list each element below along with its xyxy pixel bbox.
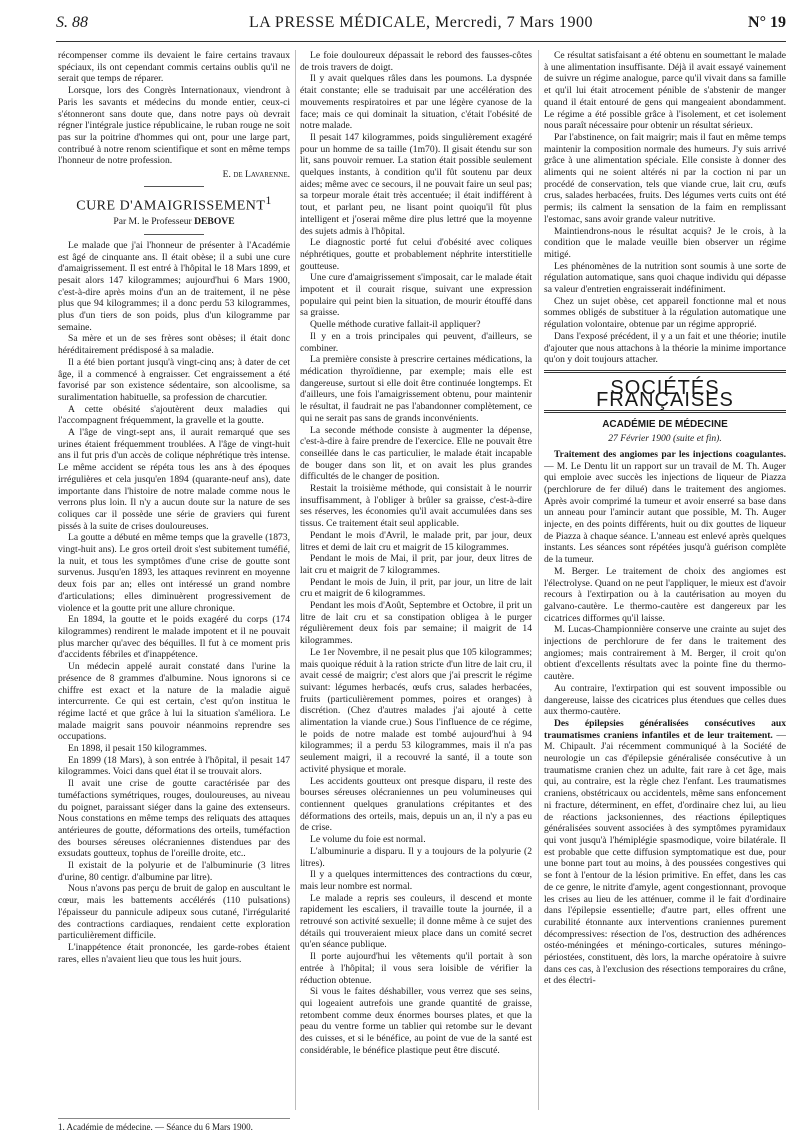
report-paragraph: M. Lucas-Championnière conserve une crainte au sujet des injections de perchlorure de fer dans le traitement des angiomes; mais contrairement à M. Berger, il croit qu'on obtient d'excellents résultats avec la pointe fine du thermo-cautère.	[544, 624, 786, 683]
paragraph: Dans l'exposé précédent, il y a un fait et une théorie; inutile d'ajouter que nous attachons à la théorie la minime importance qu'on y doit toujours attacher.	[544, 330, 786, 366]
footnote: 1. Académie de médecine. — Séance du 6 Mars 1900.	[58, 1118, 290, 1132]
author-name: DEBOVE	[194, 216, 235, 228]
page-number: S. 88	[56, 14, 88, 31]
society-name: ACADÉMIE DE MÉDECINE	[602, 419, 728, 431]
paragraph: Il pesait 147 kilogrammes, poids singulièrement exagéré pour un homme de sa taille (1m70). Il gisait étendu sur son lit, sans pouvoir remuer. La station était possible seulement quelques instants, à condition qu'il fût soutenu par deux aides; même avec ce secours, il ne pouvait faire un seul pas; sa torpeur morale était très accentuée; il était indifférent à tout, et parlant peu, ne lisant point quoiqu'il fût plus intelligent et j'oserai même dire plus lettré que la moyenne des sujets admis à l'hôpital.	[300, 131, 532, 237]
paragraph: A cette obésité s'ajoutèrent deux maladies qui l'accompagnent fréquemment, la gravelle et la goutte.	[58, 403, 290, 427]
divider	[144, 234, 204, 235]
paragraph: En 1899 (18 Mars), à son entrée à l'hôpital, il pesait 147 kilogrammes. Voici dans quel état il se trouvait alors.	[58, 754, 290, 778]
column-2	[300, 50, 532, 1110]
paragraph: Pendant les mois d'Août, Septembre et Octobre, il prit un litre de lait cru et sa constipation obligea à le purger régulièrement deux fois par semaine; il maigrit de 14 kilogrammes.	[300, 600, 532, 647]
paragraph: Le malade que j'ai l'honneur de présenter à l'Académie est âgé de cinquante ans. Il était obèse; il a subi une cure d'amaigrissement. Il est entré à l'hôpital le 18 Mars 1899, et pesait alors 147 kilogrammes; aujourd'hui 6 Mars 1900, c'est-à-dire après moins d'un an de traitement, il ne pèse plus que 94 kilogrammes; il a donc perdu 53 kilogrammes, plus d'un tiers de son poids, plus d'un kilogramme par semaine.	[58, 239, 290, 333]
section-title: SOCIÉTÉS FRANÇAISES	[596, 376, 734, 411]
paragraph: Il avait une crise de goutte caractérisée par des tuméfactions symétriques, rouges, douloureuses, au niveau du poignet, paraissant siéger dans la gaine des extenseurs. Nous constations en même temps des reliquats des attaques antérieures de goutte, déformations des orteils, tuméfaction des bourses séreuses olécraniennes distendues par des exsudats goutteux, tophus de l'oreille droite, etc..	[58, 778, 290, 860]
paragraph: Les phénomènes de la nutrition sont soumis à une sorte de régulation automatique, sans quoi chaque individu qui dépasse sa valeur d'entretien engraisserait indéfiniment.	[544, 260, 786, 296]
column-1	[58, 50, 290, 1110]
paragraph: L'albuminurie a disparu. Il y a toujours de la polyurie (2 litres).	[300, 845, 532, 869]
paragraph: A l'âge de vingt-sept ans, il aurait remarqué que ses urines étaient fréquemment troublées. A l'âge de vingt-huit ans il fut pris d'un accès de colique néphrétique très intense. Le même accident se répéta tous les ans à des époques irrégulières et cela jusqu'en 1894 (quarante-neuf ans), date importante dans l'histoire de notre malade comme nous le verrons plus loin. Il n'y a aucun doute sur la nature de ses coliques car il possède une série de graviers qui furent pissés à la suite de crises douloureuses.	[58, 427, 290, 532]
header-rule	[56, 41, 786, 42]
paragraph: Il y avait quelques râles dans les poumons. La dyspnée était constante; elle se traduisait par une accélération des mouvements respiratoires et par une légère cyanose de la face; mais ce qui dominait la situation, c'était l'obésité de notre malade.	[300, 73, 532, 132]
paragraph: Par l'abstinence, on fait maigrir; mais il faut en même temps maintenir la composition normale des humeurs. J'y suis arrivé grâce à une alimentation spéciale. Elle consiste à donner des aliments qui ne soient altérés ni par la coction ni par un procédé de conservation, tels que viande crue, lait cru, œufs crus, salades herbacées, fruits. Des légumes verts cuits ont été permis; ils calment la sensation de la faim en remplissant l'estomac, sans avoir grande valeur nutritive.	[544, 131, 786, 225]
paragraph: Pendant le mois d'Avril, le malade prit, par jour, deux litres et demi de lait cru et maigrit de 15 kilogrammes.	[300, 529, 532, 553]
paragraph: Un médecin appelé aurait constaté dans l'urine la présence de 8 grammes d'albumine. Nous ignorons si ce chiffre est exact et la nature de la maladie aiguë intercurrente. Ce qui est certain, c'est qu'on institua le régime lacté et que grâce à lui la situation s'améliora. Le malade maigrit sans pouvoir néanmoins reprendre ses occupations.	[58, 661, 290, 743]
article-body-continued	[300, 50, 532, 1056]
paragraph: La goutte a débuté en même temps que la gravelle (1873, vingt-huit ans). Le gros orteil droit s'est subitement tuméfié, la nuit, et tous les symptômes d'une crise de goutte sont survenus. Jusqu'en 1893, les attaques revinrent en moyenne deux fois par an; elles ont intéressé un grand nombre d'articulations; elles diminuèrent progressivement de violence et la goutte prit une allure chronique.	[58, 532, 290, 614]
paragraph: Le 1er Novembre, il ne pesait plus que 105 kilogrammes; mais quoique réduit à la ration stricte d'un litre de lait cru, il avait cessé de maigrir; c'est alors que j'ai prescrit le régime suivant: légumes herbacés, œufs crus, salades herbacées, fruits (particulièrement pommes, poires et oranges) à discrétion. (Chez d'autres malades j'ai ajouté à cette alimentation la viande crue.) Sous l'influence de ce régime, le poids de notre malade est tombé aujourd'hui à 94 kilogrammes; il a perdu 53 kilogrammes, mais il n'a pas seulement maigri, il a recouvré la santé, il a toute son activité physique et morale.	[300, 646, 532, 775]
report-paragraph: Des épilepsies généralisées consécutives aux traumatismes craniens infantiles et de leur traitement. — M. Chipault. J'ai récemment communiqué à la Société de neurologie un cas d'épilepsie généralisée consécutive à un traumatisme cranien chez un adulte, fait rare à cet âge, mais qui, au contraire, est la règle chez l'enfant. Les traumatismes craniens, obstétricaux ou accidentels, même sans enfoncement ni fracture, déterminent, en effet, d'ordinaire chez lui, au lieu de réactions jacksoniennes, des réactions épileptiques généralisées souvent associées à des symptômes pyramidaux qui vont jusqu'à l'hémiplégie spasmodique, voire bilatérale. Il est probable que cette diffusion symptomatique est due, pour une bonne part tout au moins, à des poussées congestives qui se font à l'entour de la lésion primitive. En effet, dans les cas de ce genre, le nitrite d'amyle, agent congestionnant, provoque les crises au lieu de les atténuer, comme il le fait d'ordinaire dans l'épilepsie essentielle; d'autre part, elles offrent une curabilité étonnante aux interventions craniennes purement décompressives: résection de l'os, destruction des adhérences ostéo-méningées et méningo-corticales, sutures méningo-périostées, constituent, dès lors, la marche opératoire à suivre dans ces cas, à l'exclusion des résections temporaires du crâne, et des électri-	[544, 717, 786, 987]
paragraph: En 1898, il pesait 150 kilogrammes.	[68, 743, 207, 755]
paragraph: Le foie douloureux dépassait le rebord des fausses-côtes de trois travers de doigt.	[300, 50, 532, 73]
paragraph: Une cure d'amaigrissement s'imposait, car le malade était impotent et il courait risque, suivant une expression populaire qui peint bien la situation, de mourir étouffé dans sa graisse.	[300, 272, 532, 319]
paragraph: Nous n'avons pas perçu de bruit de galop en auscultant le cœur, mais les battements accélérés (110 pulsations) l'épaisseur du pannicule adipeux sous cutané, l'irrégularité des contractions cardiaques, rendaient cette exploration particulièrement difficile.	[58, 883, 290, 942]
paragraph: Il existait de la polyurie et de l'albuminurie (3 litres d'urine, 80 centigr. d'albumine par litre).	[58, 860, 290, 883]
paragraph: Sa mère et un de ses frères sont obèses; il était donc héréditairement prédisposé à sa maladie.	[58, 333, 290, 357]
article-title: CURE D'AMAIGRISSEMENT$^1$	[76, 193, 272, 214]
paragraph: Le diagnostic porté fut celui d'obésité avec coliques néphrétiques, goutte et probablement néphrite interstitielle goutteuse.	[300, 237, 532, 272]
report-paragraph: M. Berger. Le traitement de choix des angiomes est l'électrolyse. Quand on ne peut l'appliquer, le mieux est d'avoir recours à l'extirpation ou à la cautérisation au moyen du galvano-cautère. Le thermo-cautère est dangereux par les cicatrices difformes qu'il laisse.	[544, 565, 786, 624]
paragraph: Pendant le mois de Mai, il prit, par jour, deux litres de lait cru et maigrit de 7 kilogrammes.	[300, 553, 532, 576]
paragraph: récompenser comme ils devaient le faire certains travaux spéciaux, ils ont cependant commis certains oublis qu'il ne serait que temps de réparer.	[58, 50, 290, 85]
paragraph: Les accidents goutteux ont presque disparu, il reste des bourses séreuses olécraniennes un peu volumineuses qui contiennent quelques granulations crépitantes et des déformations des orteils, mais, depuis un an, il n'y a pas eu de crise.	[300, 775, 532, 834]
column-divider	[295, 50, 296, 1110]
paragraph: Le volume du foie est normal.	[310, 834, 426, 846]
report-paragraph: Traitement des angiomes par les injections coagulantes. — M. Le Dentu lit un rapport sur un travail de M. Th. Auger qui emploie avec succès les injections de liqueur de Piazza (perchlorure de fer dilué) dans le traitement des angiomes. Après avoir comprimé la tumeur et avoir enserré sa base dans un anneau pour l'amincir autant que possible, M. Th. Auger injecte, en des points différents, huit ou dix gouttes de liqueur de Piazza à chaque séance. L'anneau est enlevé après quelques instants. Les séances sont répétées jusqu'à guérison complète de la tumeur.	[544, 448, 786, 566]
paragraph: Il y a quelques intermittences des contractions du cœur, mais leur nombre est normal.	[300, 869, 532, 892]
paragraph: En 1894, la goutte et le poids exagéré du corps (174 kilogrammes) rendirent le malade impotent et il ne pouvait plus marcher qu'avec des béquilles. Il fut à ce moment pris d'accidents fébriles et d'inappétence.	[58, 614, 290, 661]
paragraph: Restait la troisième méthode, qui consistait à le nourrir insuffisamment, à l'obliger à brûler sa graisse, c'est-à-dire ses réserves, les économies qu'il avait accumulées dans ses tissus. Ce traitement était seul applicable.	[300, 483, 532, 530]
paragraph: Lorsque, lors des Congrès Internationaux, viendront à Paris les savants et médecins du monde entier, ceux-ci s'étonneront sans doute que, dans notre pays où devrait régner l'intégrale justice républicaine, le ruban rouge ne soit pas sur la poitrine d'hommes qui ont, pour une large part, contribué à notre renom scientifique et sont en même temps l'honneur de notre profession.	[58, 85, 290, 167]
article-body	[58, 240, 290, 966]
paragraph: Ce résultat satisfaisant a été obtenu en soumettant le malade à une alimentation insuffisante. Déjà il avait essayé vainement de suivre un régime analogue, parce qu'il vivait dans sa famille et qu'il lui était atrocement pénible de s'abstenir de manger quand il était entouré de gens qui mangeaient abondamment. Le régime a été possible grâce à l'isolement, et cet isolement nous paraît nécessaire pour obtenir un résultat sérieux.	[544, 50, 786, 132]
byline: Par M. le Professeur DEBOVE	[113, 216, 235, 228]
divider	[144, 186, 204, 187]
paragraph: Pendant le mois de Juin, il prit, par jour, un litre de lait cru et maigrit de 6 kilogrammes.	[300, 576, 532, 600]
paragraph: L'inappétence était prononcée, les garde-robes étaient rares, elles n'avaient lieu que tous les huit jours.	[58, 941, 290, 965]
paragraph: Il y en a trois principales qui peuvent, d'ailleurs, se combiner.	[300, 330, 532, 354]
paragraph: Quelle méthode curative fallait-il appliquer?	[310, 319, 481, 331]
paragraph: La seconde méthode consiste à augmenter la dépense, c'est-à-dire à faire prendre de l'exercice. Elle ne pouvait être conseillée dans le cas particulier, le malade était incapable de bouger dans son lit, et on avait les plus grandes difficultés de le changer de position.	[300, 424, 532, 483]
column-divider	[538, 50, 539, 1110]
section-rule	[544, 370, 786, 373]
paragraph: Le malade a repris ses couleurs, il descend et monte rapidement les escaliers, il travaille toute la journée, il a retrouvé son activité sexuelle; il donne même à ce sujet des détails qui trouveraient mieux place dans un comité secret qu'en séance publique.	[300, 892, 532, 951]
journal-title: LA PRESSE MÉDICALE, Mercredi, 7 Mars 1900	[248, 14, 594, 31]
paragraph: Il a été bien portant jusqu'à vingt-cinq ans; à dater de cet âge, il a commencé à engraisser. Cet engraissement a été favorisé par son existence sédentaire, son alcoolisme, sa suralimentation habituelle, sa profession de charcutier.	[58, 356, 290, 403]
paragraph: Chez un sujet obèse, cet appareil fonctionne mal et nous sommes obligés de substituer à la régulation automatique une régulation volontaire, obtenue par un régime approprié.	[544, 295, 786, 331]
report-paragraph: Au contraire, l'extirpation qui est souvent impossible ou dangereuse, laisse des cicatrices plus étendues que celles dues aux thermo-cautère.	[544, 682, 786, 718]
paragraph: Il porte aujourd'hui les vêtements qu'il portait à son entrée à l'hôpital; il vous sera loisible de vérifier la réduction obtenue.	[300, 951, 532, 986]
page-header	[56, 14, 786, 40]
article-conclusion	[544, 50, 786, 366]
issue-number: N° 19	[748, 14, 786, 31]
column-3	[544, 50, 786, 1110]
signature: E. de Lavarenne.	[222, 169, 290, 181]
section-rule	[544, 410, 786, 413]
paragraph: Maintiendrons-nous le résultat acquis? Je le crois, à la condition que le malade veuille bien observer un régime mitigé.	[544, 225, 786, 260]
session-date: 27 Février 1900 (suite et fin).	[608, 433, 722, 445]
paragraph: Si vous le faites déshabiller, vous verrez que ses seins, qui logeaient autrefois une grande quantité de graisse, retombent comme deux énormes bourses plates, et que la peau du ventre forme un tablier qui retombe sur le devant des cuisses, et si le bénéfice, au point de vue de la santé est considérable, le bénéfice plastique peut être discuté.	[300, 986, 532, 1056]
paragraph: La première consiste à prescrire certaines médications, la médication thyroïdienne, par exemple; mais elle est dangereuse, surtout si elle doit être continuée longtemps. Et d'ailleurs, une fois l'amaigrissement obtenu, pour maintenir le résultat, il faudrait ne pas l'abandonner complètement, ce qui ne serait pas sans de grands inconvénients.	[300, 354, 532, 424]
